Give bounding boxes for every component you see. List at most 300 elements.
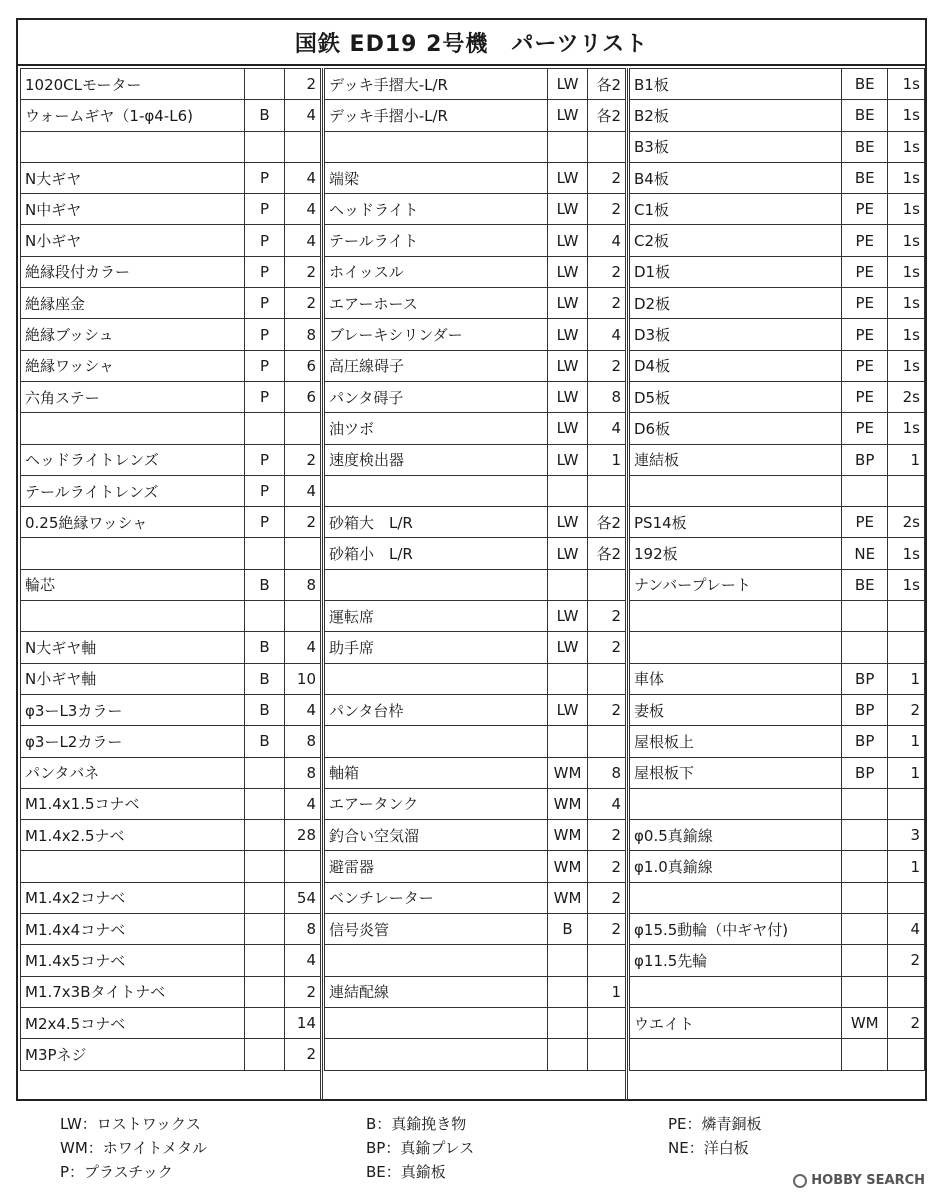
material-cell xyxy=(842,820,888,851)
part-name-cell: D4板 xyxy=(630,350,842,381)
part-name-cell: 屋根板下 xyxy=(630,757,842,788)
quantity-cell: 2 xyxy=(888,945,925,976)
part-name-cell: 連結配線 xyxy=(325,976,548,1007)
quantity-cell: 4 xyxy=(888,914,925,945)
quantity-cell: 1 xyxy=(888,757,925,788)
material-cell: P xyxy=(245,350,285,381)
part-name-cell xyxy=(325,1039,548,1070)
table-row xyxy=(21,945,321,976)
table-row xyxy=(325,194,626,225)
table-row xyxy=(21,914,321,945)
quantity-cell: 2 xyxy=(285,69,321,100)
part-name-cell: N大ギヤ軸 xyxy=(21,632,245,663)
material-cell: WM xyxy=(548,882,588,913)
material-cell: BP xyxy=(842,663,888,694)
quantity-cell: 各2 xyxy=(588,69,626,100)
part-name-cell xyxy=(21,601,245,632)
table-row xyxy=(21,601,321,632)
part-name-cell: D1板 xyxy=(630,256,842,287)
legend-item: LW：ロストワックス xyxy=(60,1115,201,1133)
table-row xyxy=(21,851,321,882)
material-cell: LW xyxy=(548,444,588,475)
quantity-cell xyxy=(588,131,626,162)
material-cell: WM xyxy=(548,788,588,819)
material-cell: LW xyxy=(548,69,588,100)
part-name-cell xyxy=(21,538,245,569)
quantity-cell: 2 xyxy=(588,820,626,851)
quantity-cell xyxy=(588,663,626,694)
table-row xyxy=(21,69,321,100)
part-name-cell: パンタバネ xyxy=(21,757,245,788)
quantity-cell: 4 xyxy=(285,162,321,193)
part-name-cell: 輪芯 xyxy=(21,569,245,600)
material-cell xyxy=(245,413,285,444)
part-name-cell: 絶縁ブッシュ xyxy=(21,319,245,350)
quantity-cell: 1s xyxy=(888,100,925,131)
table-row xyxy=(21,788,321,819)
material-cell: P xyxy=(245,288,285,319)
material-cell: LW xyxy=(548,350,588,381)
quantity-cell xyxy=(588,726,626,757)
part-name-cell: φ3ーL2カラー xyxy=(21,726,245,757)
material-cell: PE xyxy=(842,413,888,444)
table-row xyxy=(325,757,626,788)
material-cell: BE xyxy=(842,131,888,162)
material-cell: LW xyxy=(548,225,588,256)
table-row xyxy=(21,882,321,913)
quantity-cell: 1s xyxy=(888,538,925,569)
table-row xyxy=(325,851,626,882)
legend-item: BE：真鍮板 xyxy=(366,1163,446,1181)
quantity-cell xyxy=(285,131,321,162)
material-cell: LW xyxy=(548,632,588,663)
table-row xyxy=(325,945,626,976)
part-name-cell: D5板 xyxy=(630,381,842,412)
quantity-cell xyxy=(588,1039,626,1070)
material-cell xyxy=(842,851,888,882)
table-row xyxy=(325,569,626,600)
table-row xyxy=(325,475,626,506)
quantity-cell: 2 xyxy=(285,976,321,1007)
quantity-cell xyxy=(588,1007,626,1038)
part-name-cell: ベンチレーター xyxy=(325,882,548,913)
material-cell: BP xyxy=(842,694,888,725)
table-row xyxy=(630,1039,925,1070)
table-row xyxy=(325,914,626,945)
table-row xyxy=(630,632,925,663)
quantity-cell: 4 xyxy=(285,945,321,976)
table-row xyxy=(325,69,626,100)
table-row xyxy=(21,538,321,569)
part-name-cell: 信号炎管 xyxy=(325,914,548,945)
quantity-cell: 1s xyxy=(888,288,925,319)
table-row xyxy=(325,350,626,381)
part-name-cell: エアーホース xyxy=(325,288,548,319)
table-row xyxy=(630,100,925,131)
part-name-cell: M1.4x1.5コナベ xyxy=(21,788,245,819)
part-name-cell xyxy=(21,413,245,444)
table-row xyxy=(630,694,925,725)
quantity-cell: 1 xyxy=(888,444,925,475)
part-name-cell xyxy=(630,601,842,632)
part-name-cell: 妻板 xyxy=(630,694,842,725)
material-cell xyxy=(548,1039,588,1070)
quantity-cell: 8 xyxy=(285,319,321,350)
quantity-cell xyxy=(588,475,626,506)
quantity-cell: 2 xyxy=(285,256,321,287)
table-row xyxy=(630,538,925,569)
material-cell: BP xyxy=(842,726,888,757)
part-name-cell: ウォームギヤ（1-φ4-L6) xyxy=(21,100,245,131)
table-row xyxy=(630,507,925,538)
table-row xyxy=(21,381,321,412)
table-row xyxy=(630,162,925,193)
table-row xyxy=(630,194,925,225)
table-row xyxy=(630,663,925,694)
material-cell: LW xyxy=(548,256,588,287)
table-row xyxy=(325,100,626,131)
parts-table-3 xyxy=(629,68,925,1071)
quantity-cell: 2s xyxy=(888,507,925,538)
table-row xyxy=(325,256,626,287)
parts-column-2 xyxy=(324,68,626,1071)
part-name-cell: B1板 xyxy=(630,69,842,100)
part-name-cell: 助手席 xyxy=(325,632,548,663)
table-row xyxy=(21,726,321,757)
quantity-cell: 2 xyxy=(285,507,321,538)
table-row xyxy=(325,381,626,412)
table-row xyxy=(21,444,321,475)
quantity-cell xyxy=(888,882,925,913)
part-name-cell xyxy=(630,882,842,913)
material-cell: LW xyxy=(548,100,588,131)
table-row xyxy=(21,757,321,788)
quantity-cell: 1s xyxy=(888,194,925,225)
table-row xyxy=(21,820,321,851)
material-cell: LW xyxy=(548,194,588,225)
material-cell: WM xyxy=(548,820,588,851)
table-row xyxy=(325,507,626,538)
part-name-cell: ヘッドライト xyxy=(325,194,548,225)
part-name-cell: N小ギヤ xyxy=(21,225,245,256)
material-cell xyxy=(245,757,285,788)
part-name-cell: M1.4x4コナベ xyxy=(21,914,245,945)
table-row xyxy=(325,882,626,913)
table-row xyxy=(21,569,321,600)
table-row xyxy=(21,319,321,350)
material-cell: BE xyxy=(842,569,888,600)
material-cell: PE xyxy=(842,256,888,287)
material-cell xyxy=(842,914,888,945)
part-name-cell: 六角ステー xyxy=(21,381,245,412)
parts-table-1 xyxy=(20,68,321,1071)
part-name-cell: C1板 xyxy=(630,194,842,225)
quantity-cell: 4 xyxy=(285,632,321,663)
material-cell: BE xyxy=(842,162,888,193)
table-row xyxy=(21,663,321,694)
part-name-cell xyxy=(325,475,548,506)
material-cell xyxy=(548,475,588,506)
material-cell xyxy=(245,914,285,945)
table-row xyxy=(325,413,626,444)
part-name-cell: デッキ手摺大-L/R xyxy=(325,69,548,100)
table-row xyxy=(325,820,626,851)
part-name-cell: D3板 xyxy=(630,319,842,350)
quantity-cell: 1 xyxy=(888,663,925,694)
material-cell: LW xyxy=(548,381,588,412)
quantity-cell: 2 xyxy=(588,632,626,663)
table-row xyxy=(325,444,626,475)
part-name-cell: N小ギヤ軸 xyxy=(21,663,245,694)
material-cell: P xyxy=(245,256,285,287)
table-row xyxy=(630,444,925,475)
material-cell xyxy=(245,820,285,851)
part-name-cell xyxy=(630,632,842,663)
material-cell xyxy=(245,788,285,819)
table-row xyxy=(21,350,321,381)
material-cell: PE xyxy=(842,350,888,381)
quantity-cell: 4 xyxy=(285,225,321,256)
page-title: 国鉄 ED19 2号機 パーツリスト xyxy=(18,20,925,66)
part-name-cell: 砂箱大 L/R xyxy=(325,507,548,538)
quantity-cell: 2 xyxy=(888,694,925,725)
table-row xyxy=(325,788,626,819)
part-name-cell: N中ギヤ xyxy=(21,194,245,225)
table-row xyxy=(630,319,925,350)
quantity-cell: 各2 xyxy=(588,507,626,538)
table-row xyxy=(21,131,321,162)
material-cell: LW xyxy=(548,288,588,319)
material-cell: PE xyxy=(842,225,888,256)
quantity-cell xyxy=(285,851,321,882)
quantity-cell: 2 xyxy=(588,194,626,225)
table-row xyxy=(630,914,925,945)
part-name-cell xyxy=(325,131,548,162)
table-row xyxy=(325,694,626,725)
material-cell xyxy=(842,788,888,819)
quantity-cell: 1 xyxy=(588,444,626,475)
table-row xyxy=(630,757,925,788)
material-cell: B xyxy=(245,694,285,725)
material-cell xyxy=(245,1039,285,1070)
table-row xyxy=(325,131,626,162)
table-row xyxy=(630,256,925,287)
part-name-cell: C2板 xyxy=(630,225,842,256)
part-name-cell xyxy=(325,569,548,600)
table-row xyxy=(325,632,626,663)
quantity-cell: 2s xyxy=(888,381,925,412)
material-cell: PE xyxy=(842,319,888,350)
part-name-cell: 連結板 xyxy=(630,444,842,475)
table-row xyxy=(21,694,321,725)
material-cell: LW xyxy=(548,601,588,632)
quantity-cell: 2 xyxy=(588,601,626,632)
table-row xyxy=(325,319,626,350)
table-row xyxy=(630,225,925,256)
table-row xyxy=(325,601,626,632)
material-cell: B xyxy=(245,569,285,600)
quantity-cell: 8 xyxy=(285,569,321,600)
watermark-text: HOBBY SEARCH xyxy=(811,1173,925,1188)
quantity-cell: 1s xyxy=(888,350,925,381)
material-cell: LW xyxy=(548,538,588,569)
watermark xyxy=(793,1173,925,1188)
quantity-cell: 2 xyxy=(285,444,321,475)
legend-item: WM：ホワイトメタル xyxy=(60,1139,208,1157)
material-cell xyxy=(842,632,888,663)
material-cell: P xyxy=(245,319,285,350)
quantity-cell: 28 xyxy=(285,820,321,851)
part-name-cell: D2板 xyxy=(630,288,842,319)
part-name-cell: 速度検出器 xyxy=(325,444,548,475)
legend-column-3 xyxy=(668,1112,762,1160)
material-cell xyxy=(245,945,285,976)
quantity-cell xyxy=(888,1039,925,1070)
table-row xyxy=(630,569,925,600)
column-divider xyxy=(625,68,628,1101)
table-row xyxy=(21,100,321,131)
part-name-cell xyxy=(630,1039,842,1070)
table-row xyxy=(21,256,321,287)
material-cell: P xyxy=(245,475,285,506)
legend-column-1 xyxy=(60,1112,207,1184)
material-cell xyxy=(245,131,285,162)
material-cell xyxy=(842,1039,888,1070)
material-cell xyxy=(245,601,285,632)
part-name-cell: 避雷器 xyxy=(325,851,548,882)
table-row xyxy=(21,507,321,538)
part-name-cell xyxy=(630,976,842,1007)
table-row xyxy=(21,475,321,506)
material-cell: WM xyxy=(548,757,588,788)
part-name-cell: パンタ碍子 xyxy=(325,381,548,412)
part-name-cell xyxy=(630,788,842,819)
material-cell: LW xyxy=(548,507,588,538)
material-cell: PE xyxy=(842,288,888,319)
parts-list-frame xyxy=(16,18,927,1101)
material-cell: B xyxy=(548,914,588,945)
table-row xyxy=(21,1007,321,1038)
quantity-cell: 8 xyxy=(588,757,626,788)
quantity-cell: 各2 xyxy=(588,100,626,131)
part-name-cell: エアータンク xyxy=(325,788,548,819)
part-name-cell: M1.4x2コナベ xyxy=(21,882,245,913)
material-cell xyxy=(548,569,588,600)
material-cell: PE xyxy=(842,194,888,225)
part-name-cell: M2x4.5コナベ xyxy=(21,1007,245,1038)
part-name-cell: φ3ーL3カラー xyxy=(21,694,245,725)
material-cell: BP xyxy=(842,757,888,788)
material-cell: WM xyxy=(842,1007,888,1038)
quantity-cell: 2 xyxy=(588,350,626,381)
table-row xyxy=(630,475,925,506)
part-name-cell xyxy=(325,945,548,976)
material-cell xyxy=(548,1007,588,1038)
quantity-cell: 1 xyxy=(888,851,925,882)
part-name-cell: φ15.5動輪（中ギヤ付) xyxy=(630,914,842,945)
table-row xyxy=(630,976,925,1007)
table-row xyxy=(630,945,925,976)
table-row xyxy=(325,663,626,694)
quantity-cell xyxy=(588,569,626,600)
part-name-cell: B4板 xyxy=(630,162,842,193)
quantity-cell: 4 xyxy=(285,694,321,725)
part-name-cell: パンタ台枠 xyxy=(325,694,548,725)
material-cell: P xyxy=(245,225,285,256)
hobby-search-logo-icon xyxy=(793,1174,807,1188)
quantity-cell: 1s xyxy=(888,319,925,350)
quantity-cell: 6 xyxy=(285,381,321,412)
part-name-cell xyxy=(325,663,548,694)
quantity-cell: 2 xyxy=(588,851,626,882)
legend-item: P：プラスチック xyxy=(60,1163,173,1181)
table-row xyxy=(630,851,925,882)
part-name-cell xyxy=(21,851,245,882)
table-row xyxy=(325,288,626,319)
legend-item: PE：燐青銅板 xyxy=(668,1115,762,1133)
material-cell xyxy=(548,663,588,694)
material-cell: NE xyxy=(842,538,888,569)
table-row xyxy=(630,1007,925,1038)
quantity-cell xyxy=(888,976,925,1007)
quantity-cell: 1s xyxy=(888,256,925,287)
material-cell xyxy=(842,601,888,632)
part-name-cell: ナンバープレート xyxy=(630,569,842,600)
part-name-cell: 油ツボ xyxy=(325,413,548,444)
part-name-cell: 1020CLモーター xyxy=(21,69,245,100)
material-cell: PE xyxy=(842,381,888,412)
material-cell: LW xyxy=(548,319,588,350)
table-row xyxy=(21,1039,321,1070)
part-name-cell: テールライトレンズ xyxy=(21,475,245,506)
material-cell: B xyxy=(245,663,285,694)
quantity-cell: 1s xyxy=(888,131,925,162)
part-name-cell: 軸箱 xyxy=(325,757,548,788)
part-name-cell: M1.4x2.5ナベ xyxy=(21,820,245,851)
material-cell: PE xyxy=(842,507,888,538)
material-cell: B xyxy=(245,632,285,663)
part-name-cell: 0.25絶縁ワッシャ xyxy=(21,507,245,538)
parts-table-2 xyxy=(324,68,626,1071)
part-name-cell: M3Pネジ xyxy=(21,1039,245,1070)
material-cell: BE xyxy=(842,100,888,131)
quantity-cell: 4 xyxy=(285,194,321,225)
quantity-cell: 54 xyxy=(285,882,321,913)
part-name-cell: ブレーキシリンダー xyxy=(325,319,548,350)
table-row xyxy=(21,288,321,319)
table-row xyxy=(630,726,925,757)
quantity-cell: 8 xyxy=(588,381,626,412)
part-name-cell: M1.7x3Bタイトナベ xyxy=(21,976,245,1007)
material-cell xyxy=(548,945,588,976)
part-name-cell xyxy=(630,475,842,506)
part-name-cell: 砂箱小 L/R xyxy=(325,538,548,569)
quantity-cell: 1 xyxy=(588,976,626,1007)
quantity-cell: 4 xyxy=(588,788,626,819)
part-name-cell: 端梁 xyxy=(325,162,548,193)
part-name-cell: ホイッスル xyxy=(325,256,548,287)
quantity-cell: 2 xyxy=(285,288,321,319)
quantity-cell: 1s xyxy=(888,69,925,100)
quantity-cell: 1s xyxy=(888,225,925,256)
part-name-cell: B2板 xyxy=(630,100,842,131)
table-row xyxy=(325,538,626,569)
part-name-cell: 絶縁ワッシャ xyxy=(21,350,245,381)
quantity-cell: 4 xyxy=(588,319,626,350)
legend-item: BP：真鍮プレス xyxy=(366,1139,475,1157)
quantity-cell: 各2 xyxy=(588,538,626,569)
material-cell: BE xyxy=(842,69,888,100)
